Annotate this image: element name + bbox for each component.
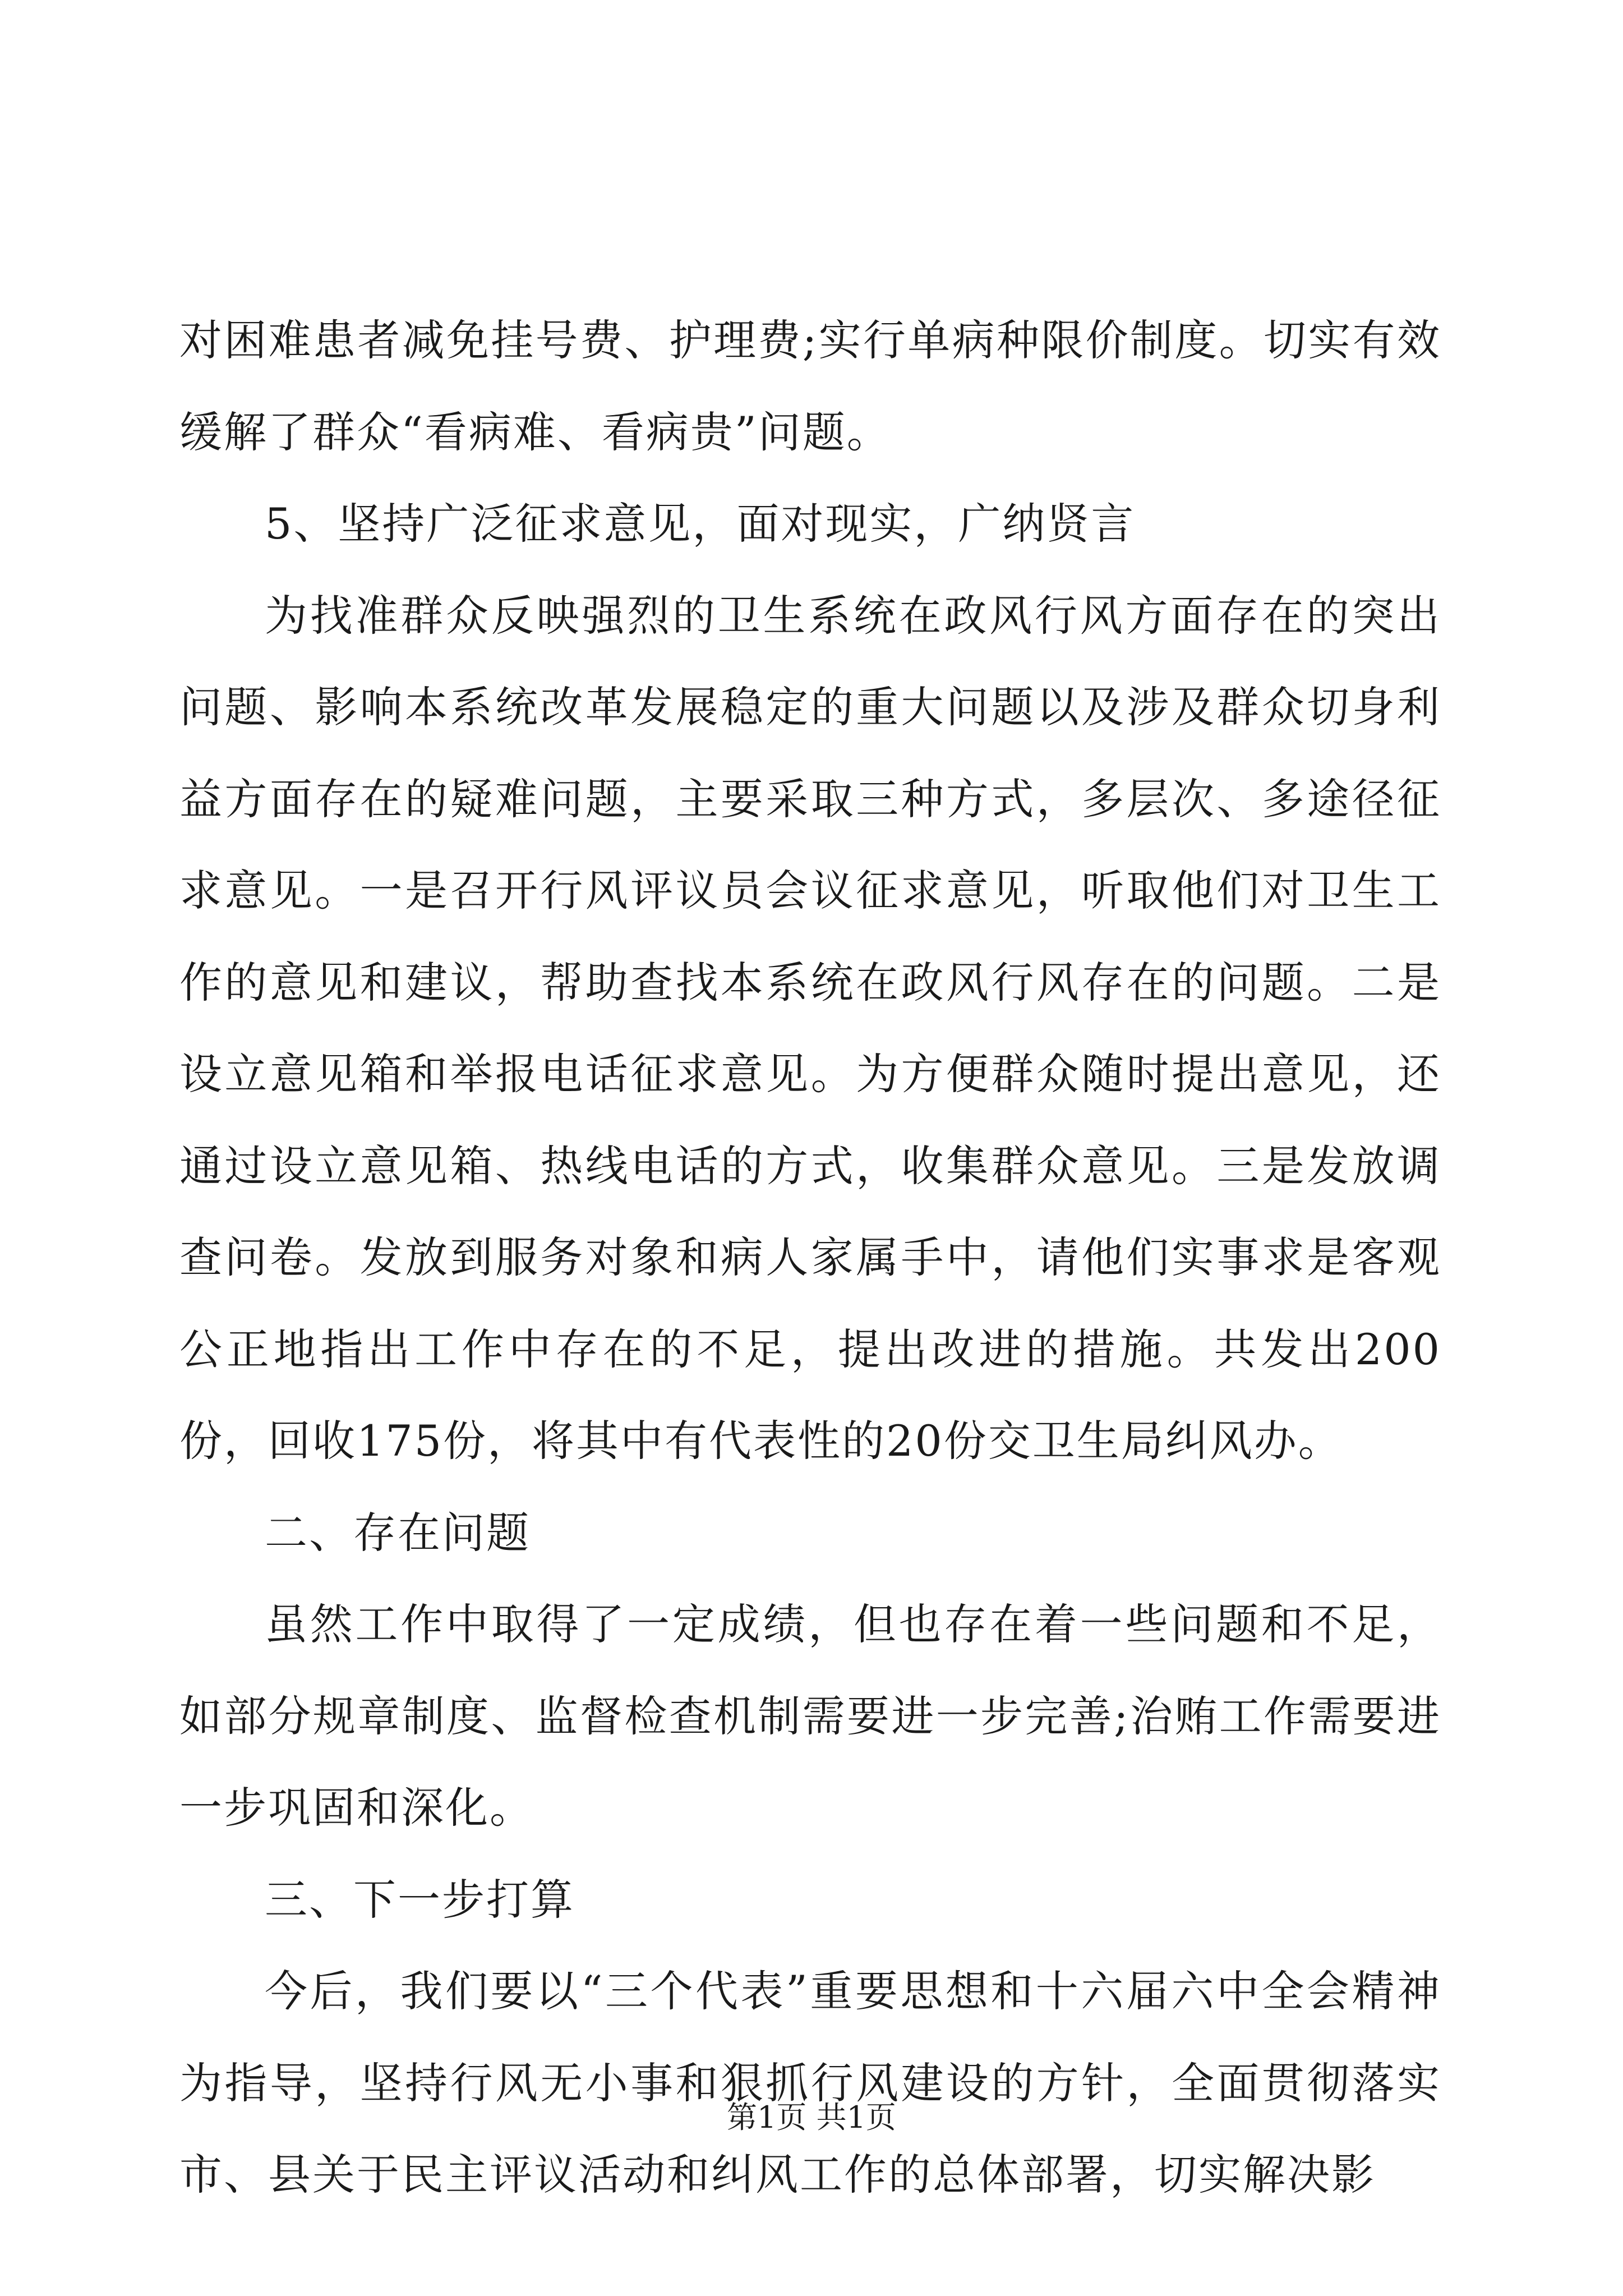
section-heading: 二、存在问题 — [265, 1507, 531, 1558]
page-footer: 第1页 共1页 — [727, 2100, 896, 2135]
document-body — [179, 295, 1441, 2221]
section-heading: 三、下一步打算 — [265, 1874, 575, 1925]
paragraph: 虽然工作中取得了一定成绩，但也存在着一些问题和不足，如部分规章制度、监督检查机制需要进一步完善;治贿工作需要进一步巩固和深化。 — [179, 1599, 1441, 1833]
paragraph: 对困难患者减免挂号费、护理费;实行单病种限价制度。切实有效缓解了群众“看病难、看病贵”问题。 — [179, 315, 1441, 457]
paragraph: 今后，我们要以“三个代表”重要思想和十六届六中全会精神为指导，坚持行风无小事和狠抓行风建设的方针，全面贯彻落实市、县关于民主评议活动和纠风工作的总体部署，切实解决影 — [179, 1966, 1441, 2200]
section-heading: 5、坚持广泛征求意见，面对现实，广纳贤言 — [265, 499, 1136, 549]
paragraph: 为找准群众反映强烈的卫生系统在政风行风方面存在的突出问题、影响本系统改革发展稳定的重大问题以及涉及群众切身利益方面存在的疑难问题，主要采取三种方式，多层次、多途径征求意见。一是召开行风评议员会议征求意见，听取他们对卫生工作的意见和建议，帮助查找本系统在政风行风存在的问题。二是设立意见箱和举报电话征求意见。为方便群众随时提出意见，还通过设立意见箱、热线电话的方式，收集群众意见。三是发放调查问卷。发放到服务对象和病人家属手中，请他们实事求是客观公正地指出工作中存在的不足，提出改进的措施。共发出200份，回收175份，将其中有代表性的20份交卫生局纠风办。 — [179, 590, 1441, 1466]
